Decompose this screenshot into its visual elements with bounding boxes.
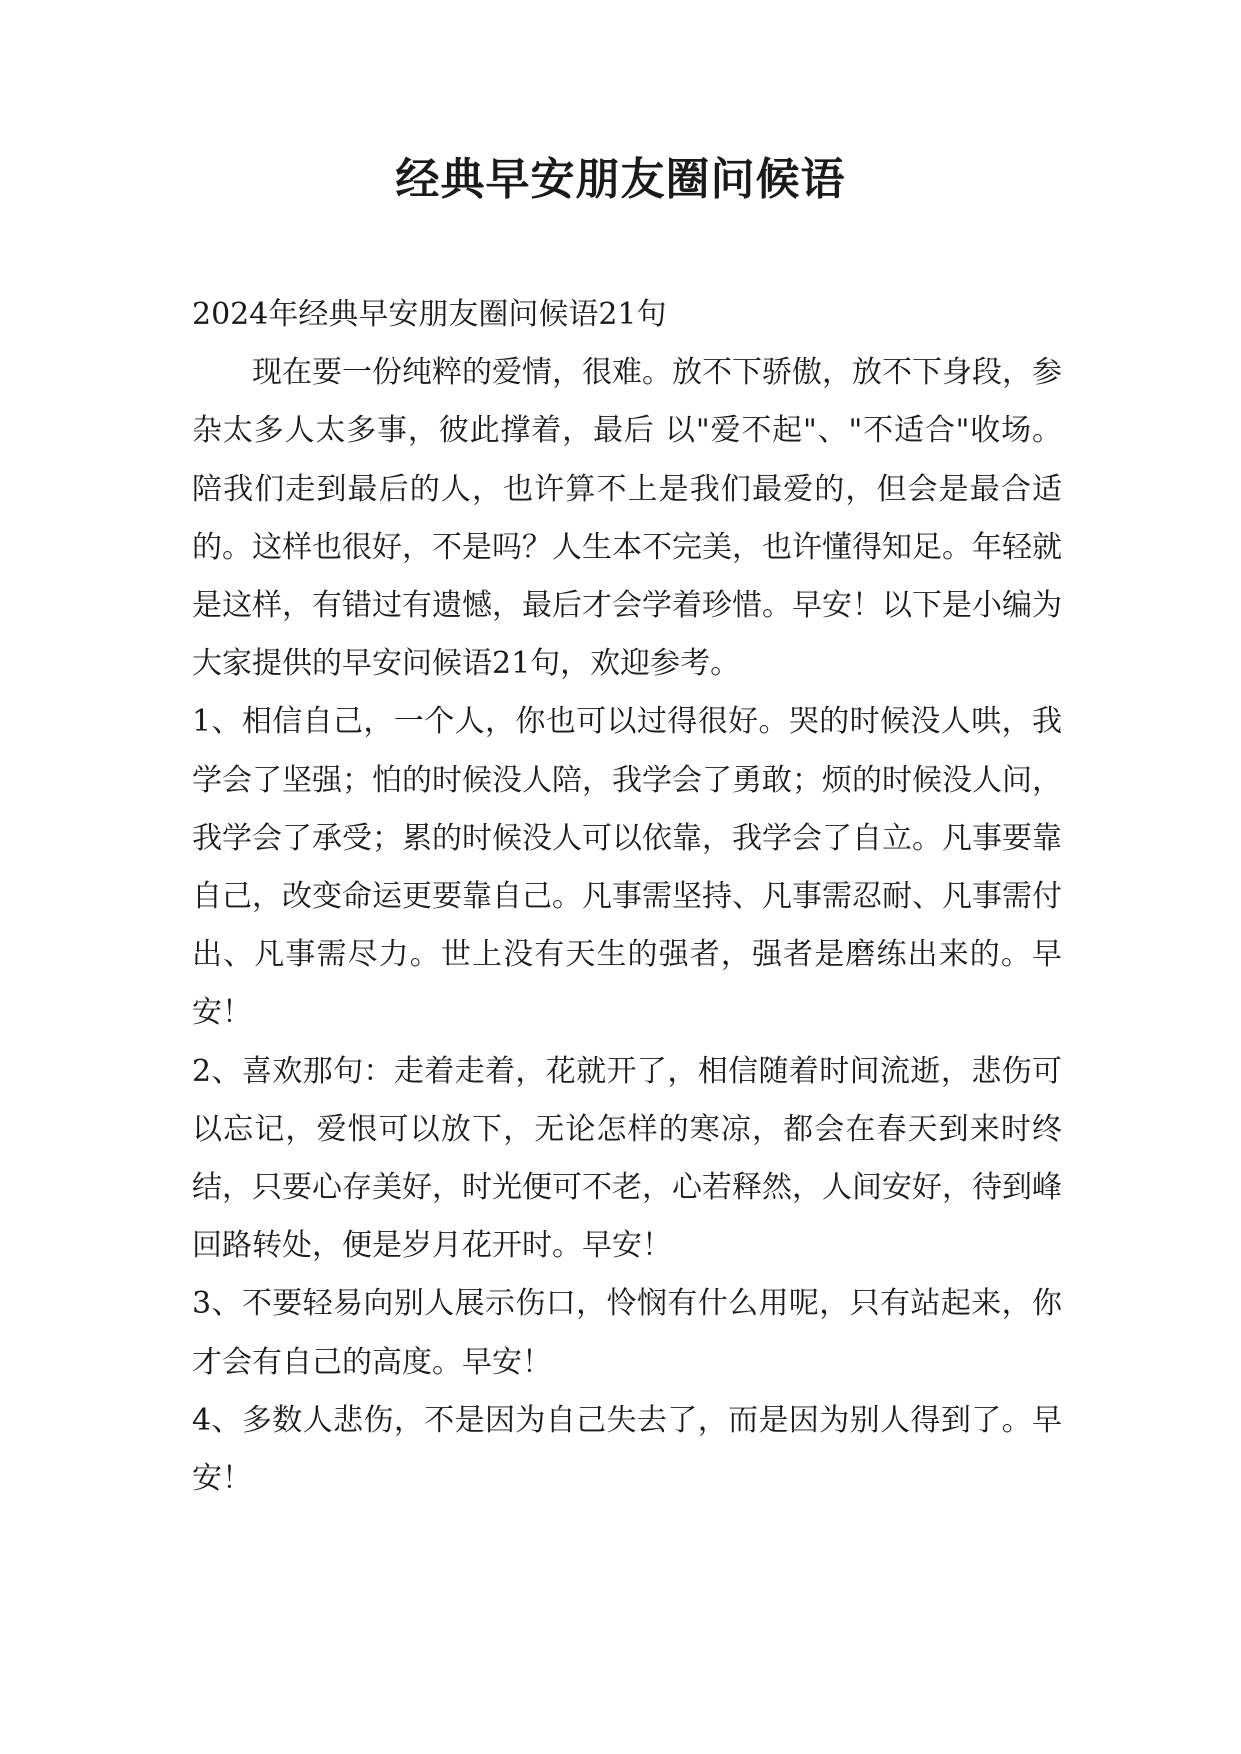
intro-paragraph: 现在要一份纯粹的爱情，很难。放不下骄傲，放不下身段，参杂太多人太多事，彼此撑着，最后 以"爱不起"、"不适合"收场。陪我们走到最后的人，也许算不上是我们最爱的，但会是最合适的。这样也很好，不是吗？人生本不完美，也许懂得知足。年轻就是这样，有错过有遗憾，最后才会学着珍惜。早安！以下是小编为大家提供的早安问候语21句，欢迎参考。 bbox=[192, 355, 1062, 682]
list-item-2: 2、喜欢那句：走着走着，花就开了，相信随着时间流逝，悲伤可以忘记，爱恨可以放下，无论怎样的寒凉，都会在春天到来时终结，只要心存美好，时光便可不老，心若释然，人间安好，待到峰回路转处，便是岁月花开时。早安！ bbox=[192, 1053, 1062, 1264]
list-item-4: 4、多数人悲伤，不是因为自己失去了，而是因为别人得到了。早安！ bbox=[192, 1402, 1062, 1497]
document-title: 经典早安朋友圈问候语 bbox=[395, 154, 846, 205]
document-subtitle: 2024年经典早安朋友圈问候语21句 bbox=[192, 297, 667, 332]
list-item-3: 3、不要轻易向别人展示伤口，怜悯有什么用呢，只有站起来，你才会有自己的高度。早安！ bbox=[192, 1286, 1062, 1380]
list-item-1: 1、相信自己，一个人，你也可以过得很好。哭的时候没人哄，我学会了坚强；怕的时候没人陪，我学会了勇敢；烦的时候没人问，我学会了承受；累的时候没人可以依靠，我学会了自立。凡事要靠自己，改变命运更要靠自己。凡事需坚持、凡事需忍耐、凡事需付出、凡事需尽力。世上没有天生的强者，强者是磨练出来的。早安！ bbox=[192, 704, 1062, 1031]
document-body bbox=[192, 286, 1062, 1508]
